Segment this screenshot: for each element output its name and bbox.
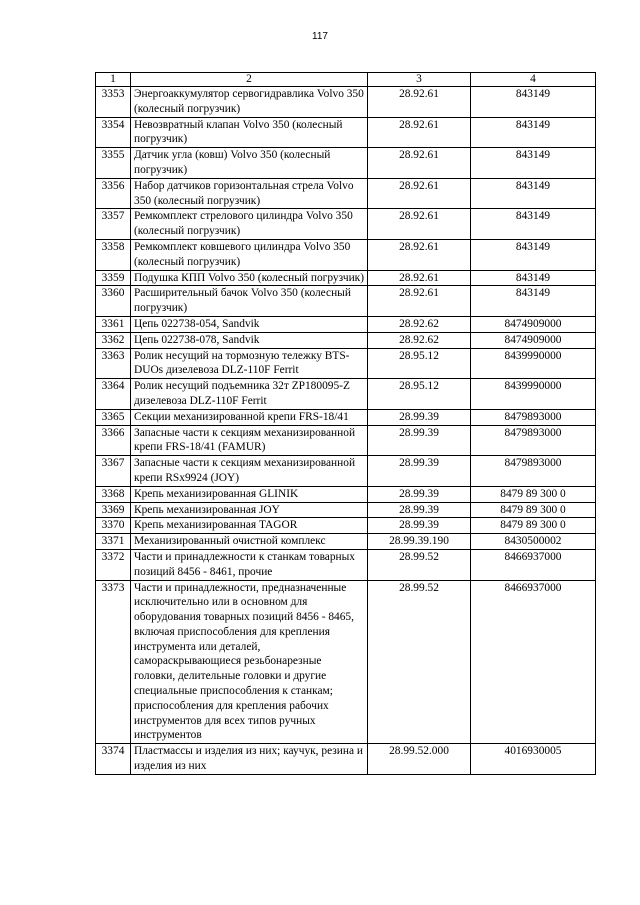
tnved-code: 8479 89 300 0: [471, 518, 596, 534]
table-row: [96, 425, 596, 456]
tnved-code: 843149: [471, 209, 596, 240]
table-row: [96, 178, 596, 209]
row-number: 3370: [96, 518, 131, 534]
row-number: 3367: [96, 456, 131, 487]
table-row: [96, 409, 596, 425]
tnved-code: 843149: [471, 239, 596, 270]
table-row: [96, 502, 596, 518]
tnved-code: 8466937000: [471, 580, 596, 744]
item-name: Механизированный очистной комплекс: [131, 534, 368, 550]
row-number: 3360: [96, 286, 131, 317]
row-number: 3368: [96, 486, 131, 502]
okpd-code: 28.92.61: [368, 286, 471, 317]
table-row: [96, 148, 596, 179]
tnved-code: 843149: [471, 148, 596, 179]
okpd-code: 28.99.52.000: [368, 744, 471, 775]
okpd-code: 28.92.61: [368, 239, 471, 270]
row-number: 3363: [96, 348, 131, 379]
tnved-code: 843149: [471, 178, 596, 209]
okpd-code: 28.99.39.190: [368, 534, 471, 550]
row-number: 3369: [96, 502, 131, 518]
table-row: [96, 209, 596, 240]
table-row: [96, 348, 596, 379]
okpd-code: 28.92.62: [368, 316, 471, 332]
okpd-code: 28.92.61: [368, 178, 471, 209]
row-number: 3364: [96, 379, 131, 410]
item-name: Цепь 022738-078, Sandvik: [131, 332, 368, 348]
row-number: 3353: [96, 87, 131, 118]
tnved-code: 8474909000: [471, 316, 596, 332]
table-row: [96, 332, 596, 348]
row-number: 3365: [96, 409, 131, 425]
item-name: Части и принадлежности к станкам товарных позиций 8456 - 8461, прочие: [131, 549, 368, 580]
table-header-row: [96, 73, 596, 87]
item-name: Крепь механизированная JOY: [131, 502, 368, 518]
tnved-code: 843149: [471, 117, 596, 148]
tnved-code: 8474909000: [471, 332, 596, 348]
tnved-code: 8479 89 300 0: [471, 486, 596, 502]
row-number: 3361: [96, 316, 131, 332]
tnved-code: 8439990000: [471, 379, 596, 410]
table-row: [96, 286, 596, 317]
row-number: 3355: [96, 148, 131, 179]
table-row: [96, 534, 596, 550]
tnved-code: 8479893000: [471, 456, 596, 487]
item-name: Крепь механизированная GLINIK: [131, 486, 368, 502]
okpd-code: 28.99.39: [368, 456, 471, 487]
okpd-code: 28.99.52: [368, 549, 471, 580]
table-row: [96, 486, 596, 502]
okpd-code: 28.95.12: [368, 379, 471, 410]
okpd-code: 28.99.39: [368, 486, 471, 502]
item-name: Секции механизированной крепи FRS-18/41: [131, 409, 368, 425]
table-row: [96, 239, 596, 270]
okpd-code: 28.92.61: [368, 87, 471, 118]
okpd-code: 28.99.52: [368, 580, 471, 744]
okpd-code: 28.99.39: [368, 425, 471, 456]
document-table: [95, 72, 596, 775]
table-row: [96, 270, 596, 286]
tnved-code: 4016930005: [471, 744, 596, 775]
okpd-code: 28.95.12: [368, 348, 471, 379]
item-name: Ролик несущий на тормозную тележку BTS-DUOs дизелевоза DLZ-110F Ferrit: [131, 348, 368, 379]
item-name: Энергоаккумулятор сервогидравлика Volvo 350 (колесный погрузчик): [131, 87, 368, 118]
row-number: 3366: [96, 425, 131, 456]
okpd-code: 28.99.39: [368, 409, 471, 425]
table-row: [96, 87, 596, 118]
item-name: Ремкомплект стрелового цилиндра Volvo 350 (колесный погрузчик): [131, 209, 368, 240]
okpd-code: 28.99.39: [368, 502, 471, 518]
table-row: [96, 379, 596, 410]
tnved-code: 8479893000: [471, 409, 596, 425]
okpd-code: 28.92.61: [368, 209, 471, 240]
table-row: [96, 316, 596, 332]
tnved-code: 8479893000: [471, 425, 596, 456]
row-number: 3359: [96, 270, 131, 286]
item-name: Цепь 022738-054, Sandvik: [131, 316, 368, 332]
row-number: 3373: [96, 580, 131, 744]
row-number: 3362: [96, 332, 131, 348]
row-number: 3354: [96, 117, 131, 148]
item-name: Крепь механизированная TAGOR: [131, 518, 368, 534]
okpd-code: 28.92.61: [368, 117, 471, 148]
table-row: [96, 117, 596, 148]
tnved-code: 843149: [471, 270, 596, 286]
item-name: Невозвратный клапан Volvo 350 (колесный погрузчик): [131, 117, 368, 148]
row-number: 3371: [96, 534, 131, 550]
okpd-code: 28.92.61: [368, 148, 471, 179]
tnved-code: 8466937000: [471, 549, 596, 580]
item-name: Запасные части к секциям механизированной крепи FRS-18/41 (FAMUR): [131, 425, 368, 456]
item-name: Набор датчиков горизонтальная стрела Volvo 350 (колесный погрузчик): [131, 178, 368, 209]
okpd-code: 28.92.62: [368, 332, 471, 348]
tnved-code: 843149: [471, 286, 596, 317]
okpd-code: 28.92.61: [368, 270, 471, 286]
column-header-4: 4: [471, 73, 596, 87]
table-row: [96, 580, 596, 744]
row-number: 3372: [96, 549, 131, 580]
item-name: Части и принадлежности, предназначенные исключительно или в основном для оборудования товарных позиций 8456 - 8465, включая приспособления для крепления инструмента или деталей, самораскрывающиеся резьбонарезные головки, делительные головки и другие специальные приспособления к станкам; приспособления для крепления рабочих инструментов для всех типов ручных инструментов: [131, 580, 368, 744]
item-name: Расширительный бачок Volvo 350 (колесный погрузчик): [131, 286, 368, 317]
item-name: Ремкомплект ковшевого цилиндра Volvo 350 (колесный погрузчик): [131, 239, 368, 270]
row-number: 3374: [96, 744, 131, 775]
table-row: [96, 518, 596, 534]
column-header-2: 2: [131, 73, 368, 87]
tnved-code: 843149: [471, 87, 596, 118]
item-name: Подушка КПП Volvo 350 (колесный погрузчик): [131, 270, 368, 286]
row-number: 3357: [96, 209, 131, 240]
table-row: [96, 456, 596, 487]
column-header-1: 1: [96, 73, 131, 87]
page-number: 117: [312, 31, 328, 42]
tnved-code: 8479 89 300 0: [471, 502, 596, 518]
column-header-3: 3: [368, 73, 471, 87]
table-row: [96, 744, 596, 775]
item-name: Ролик несущий подъемника 32т ZP180095-Z дизелевоза DLZ-110F Ferrit: [131, 379, 368, 410]
row-number: 3356: [96, 178, 131, 209]
tnved-code: 8439990000: [471, 348, 596, 379]
table-body: [96, 87, 596, 775]
item-name: Датчик угла (ковш) Volvo 350 (колесный погрузчик): [131, 148, 368, 179]
okpd-code: 28.99.39: [368, 518, 471, 534]
item-name: Пластмассы и изделия из них; каучук, резина и изделия из них: [131, 744, 368, 775]
tnved-code: 8430500002: [471, 534, 596, 550]
item-name: Запасные части к секциям механизированной крепи RSx9924 (JOY): [131, 456, 368, 487]
table-row: [96, 549, 596, 580]
row-number: 3358: [96, 239, 131, 270]
